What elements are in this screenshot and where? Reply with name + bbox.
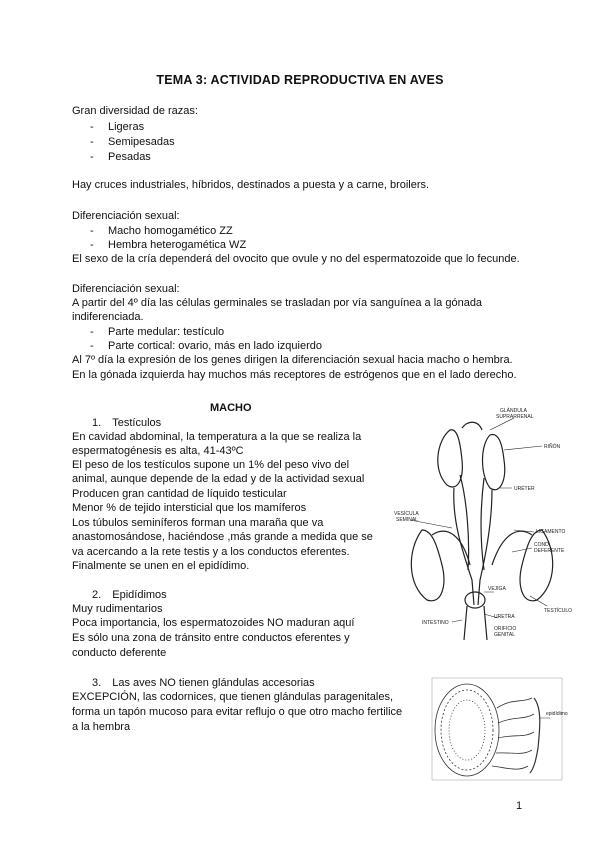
dif1-heading: Diferenciación sexual: [72, 210, 180, 222]
section-3-title: Las aves NO tienen glándulas accesorias [112, 677, 315, 689]
s2-line-3: Es sólo una zona de tránsito entre conductos eferentes y [72, 632, 350, 644]
male-reproductive-diagram [392, 400, 582, 645]
dif2-line-1: A partir del 4º día las células germinales se trasladan por vía sanguínea a la gónada [72, 297, 483, 309]
ligament-right-shape [492, 531, 532, 565]
label-cond-2: DEFERENTE [534, 548, 565, 554]
ureter-left-shape [454, 488, 474, 605]
testis-right-shape [520, 530, 553, 601]
raza-item-2: Semipesadas [108, 136, 175, 148]
label-vesicula-2: SEMINAL [396, 517, 418, 523]
s2-line-4: conducto deferente [72, 647, 167, 659]
label-orificio-1: ORIFICIO [494, 626, 517, 632]
s1-line-10: Finalmente se unen en el epidídimo. [72, 560, 250, 572]
label-vejiga: VEJIGA [488, 586, 506, 592]
raza-item-1: Ligeras [108, 121, 145, 133]
dif1-after: El sexo de la cría dependerá del ovocito que ovule y no del espermatozoide que lo fecunde. [72, 253, 520, 265]
s1-line-1: En cavidad abdominal, la temperatura a la que se realiza la [72, 431, 362, 443]
label-glandula-1: GLÁNDULA [500, 408, 527, 414]
efferent-ducts [492, 698, 534, 769]
s1-line-6: Menor % de tejido intersticial que los mamíferos [72, 502, 307, 514]
macho-heading: MACHO [210, 402, 252, 414]
s2-line-1: Muy rudimentarios [72, 603, 163, 615]
section-1-heading [92, 416, 161, 431]
s1-line-8: anastomosándose, haciéndose ,más grande a medida que se [72, 531, 373, 543]
label-epididimo: epidídimo [546, 711, 568, 717]
section-2-number: 2. [92, 589, 102, 601]
section-3-number: 3. [92, 677, 102, 689]
s1-line-7: Los túbulos seminíferos forman una maraña que va [72, 517, 324, 529]
s3-line-2: forma un tapón mucoso para evitar reflujo o que otro macho fertilice [72, 706, 403, 718]
label-uretra: URETRA [494, 614, 515, 620]
dif1-item-1: Macho homogamético ZZ [108, 225, 233, 237]
section-1-number: 1. [92, 417, 102, 429]
bladder-shape [465, 592, 485, 608]
s3-line-3: a la hembra [72, 721, 131, 733]
page-title: TEMA 3: ACTIVIDAD REPRODUCTIVA EN AVES [156, 73, 444, 87]
dif1-item-2: Hembra heterogamética WZ [108, 239, 247, 251]
epididymis-duct [530, 698, 540, 773]
kidney-left-shape [438, 430, 463, 487]
label-rinon: RIÑÓN [544, 444, 561, 450]
section-3-heading [92, 676, 315, 691]
dif2-after-1: Al 7º día la expresión de los genes dirigen la diferenciación sexual hacia macho o hembra. [72, 354, 513, 366]
dif2-heading: Diferenciación sexual: [72, 283, 180, 295]
testis-left-shape [411, 530, 444, 601]
s2-line-2: Poca importancia, los espermatozoides NO maduran aquí [72, 617, 355, 629]
section-2-heading [92, 588, 167, 603]
kidney-right-shape [483, 434, 505, 489]
vas-right-shape [481, 478, 484, 570]
s3-line-1: EXCEPCIÓN, las codornices, que tienen glándulas paragenitales, [72, 691, 394, 703]
s1-line-5: Producen gran cantidad de líquido testicular [72, 488, 287, 500]
page-number: 1 [516, 800, 523, 812]
figure-frame [432, 678, 562, 780]
raza-item-3: Pesadas [108, 151, 151, 163]
label-orificio-2: GENITAL [494, 632, 516, 638]
testis-outline [435, 684, 499, 776]
razas-intro: Gran diversidad de razas: [72, 105, 198, 117]
label-vesicula-1: VESÍCULA [394, 511, 419, 517]
dif2-line-2: indiferenciada. [72, 311, 144, 323]
s1-line-4: animal, aunque depende de la edad y de la actividad sexual [72, 473, 365, 485]
section-1-title: Testículos [112, 417, 162, 429]
dif2-after-2: En la gónada izquierda hay muchos más receptores de estrógenos que en el lado derecho. [72, 369, 517, 381]
label-glandula-2: SUPRARRENAL [496, 414, 534, 420]
label-cond-1: COND. [534, 542, 551, 548]
tubule-texture-inner [449, 700, 485, 760]
testis-section-diagram [422, 668, 572, 788]
dif2-item-1: Parte medular: testículo [108, 326, 225, 338]
s1-line-3: El peso de los testículos supone un 1% del peso vivo del [72, 459, 350, 471]
label-ureter: URÉTER [514, 486, 535, 492]
intestine-shape [464, 606, 487, 640]
label-ligamento: LIGAMENTO [536, 529, 566, 535]
label-intestino: INTESTINO [422, 620, 449, 626]
document-page: TEMA 3: ACTIVIDAD REPRODUCTIVA EN AVES Gran diversidad de razas: - Ligeras - Semipesadas - Pesadas Hay cruces industriales, híbridos, destinados a puesta y a carne, broilers. Diferenciación sexual: - Macho homogamético ZZ - Hembra heterogamética WZ El sexo de la cría dependerá del ovocito que ovule y no del espermatozoide que lo fecunde. Diferenciación sexual: A partir del 4º día las células germinales se trasladan por vía sanguínea a la gónada indiferenciada. - Parte medular: testículo - Parte cortical: ovario, más en lado izquierdo Al 7º día la expresión de los genes dirigen la diferenciación sexual hacia macho o hembra. En la gónada izquierda hay muchos más receptores de estrógenos que en el lado derecho. MACHO 1. Testículos En cavidad abdominal, la temperatura a la que se realiza la espermatogénesis es alta, 41-43ºC El peso de los testículos supone un 1% del peso vivo del animal, aunque depende de la edad y de la actividad sexual Producen gran cantidad de líquido testicular Menor % de tejido intersticial que los mamíferos Los túbulos seminíferos forman una maraña que va anastomosándose, haciéndose ,más grande a medida que se va acercando a la rete testis y a los conductos eferentes. Finalmente se unen en el epidídimo. 2. Epidídimos Muy rudimentarios Poca importancia, los espermatozoides NO maduran aquí Es sólo una zona de tránsito entre conductos eferentes y conducto deferente 3. Las aves NO tienen glándulas accesorias EXCEPCIÓN, las codornices, que tienen glándulas paragenitales, forma un tapón mucoso para evitar reflujo o que otro macho fertilice a la hembra GLÁNDULA SUPRARRENAL RIÑÓN URÉTER VESÍCULA SEMINAL LIGAMENTO COND. DEFERENTE VEJIGA TESTÍCULO URETRA INTESTINO ORIFICIO GENITAL epidídimo 1 [0, 0, 600, 848]
s1-line-2: espermatogénesis es alta, 41-43ºC [72, 445, 244, 457]
adrenal-gland-shape [462, 422, 482, 430]
section-2-title: Epidídimos [112, 589, 167, 601]
s1-line-9: va acercando a la rete testis y a los conductos eferentes. [72, 546, 350, 558]
label-testiculo: TESTÍCULO [544, 608, 573, 614]
dif2-item-2: Parte cortical: ovario, más en lado izquierdo [108, 340, 322, 352]
cruces-paragraph: Hay cruces industriales, híbridos, destinados a puesta y a carne, broilers. [72, 179, 430, 191]
